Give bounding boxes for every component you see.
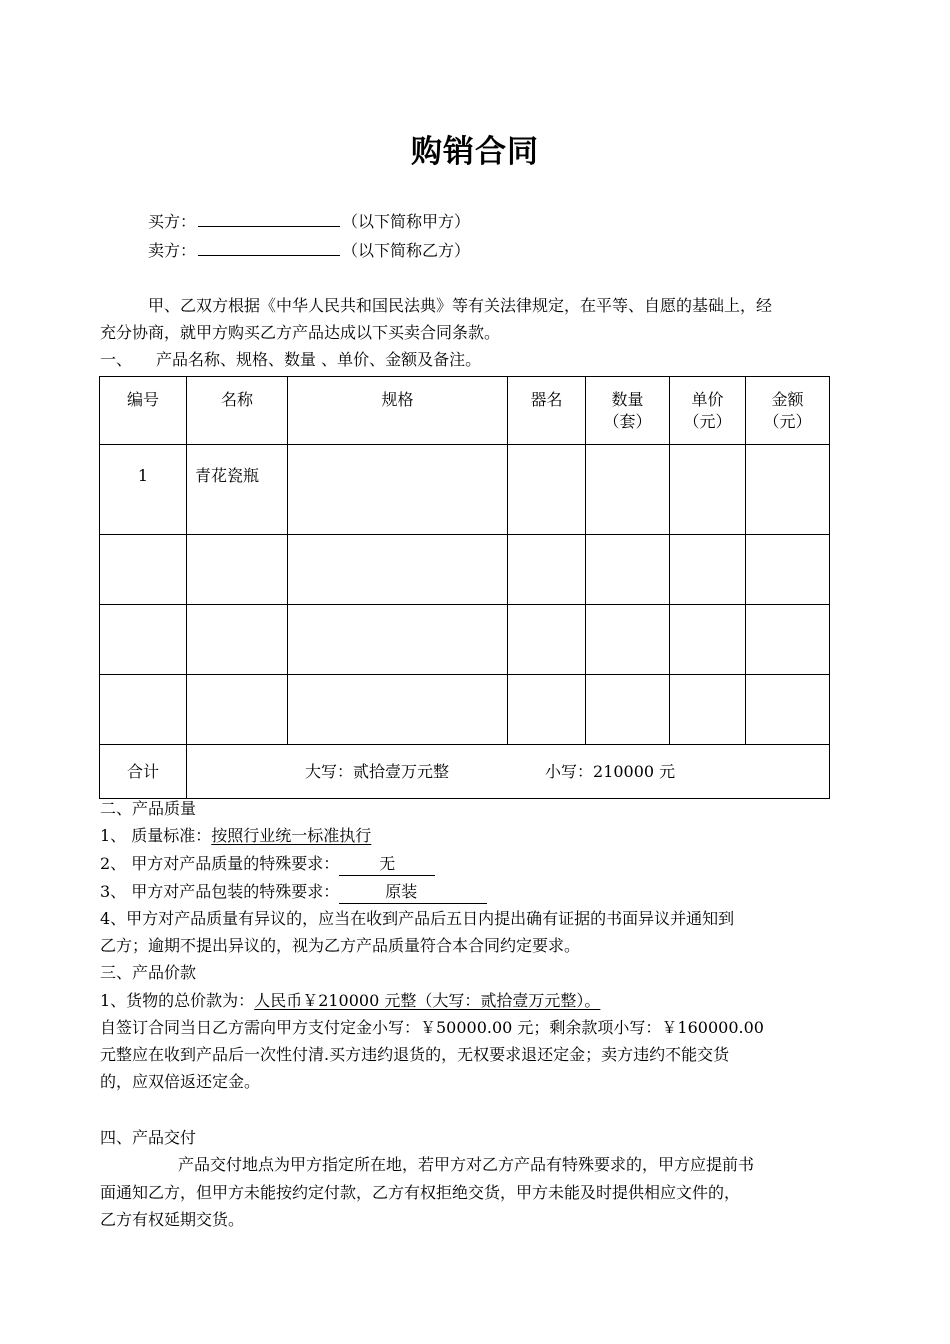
seller-label: 卖方： — [148, 241, 197, 260]
cell-no — [100, 675, 187, 745]
table-total-row — [100, 745, 830, 799]
seller-blank[interactable] — [198, 239, 340, 256]
section-2-item-4-line-1: 4、甲方对产品质量有异议的，应当在收到产品后五日内提出确有证据的书面异议并通知到 — [100, 909, 735, 928]
cell-no — [100, 605, 187, 675]
section-2-item-2 — [100, 850, 435, 878]
cell-amount — [746, 675, 830, 745]
total-lower: 小写：210000 元 — [545, 761, 676, 781]
cell-price — [670, 675, 746, 745]
intro-line-2: 充分协商，就甲方购买乙方产品达成以下买卖合同条款。 — [100, 323, 501, 342]
header-spec: 规格 — [288, 377, 508, 445]
buyer-label: 买方： — [148, 212, 197, 231]
section-2-item-3 — [100, 878, 487, 906]
cell-name — [187, 605, 288, 675]
section-3-title: 三、产品价款 — [100, 963, 197, 982]
section-1-heading — [100, 346, 481, 374]
cell-amount — [746, 535, 830, 605]
table-header-row — [100, 377, 830, 445]
table-row — [100, 675, 830, 745]
cell-model — [508, 535, 586, 605]
intro-line-1: 甲、乙双方根据《中华人民共和国民法典》等有关法律规定，在平等、自愿的基础上，经 — [148, 296, 773, 315]
header-qty-line1: 数量 — [611, 389, 644, 409]
section-4-line-1: 产品交付地点为甲方指定所在地，若甲方对乙方产品有特殊要求的，甲方应提前书 — [178, 1155, 755, 1174]
product-table — [99, 376, 830, 799]
cell-model — [508, 445, 586, 535]
buyer-note: （以下简称甲方） — [342, 212, 471, 231]
buyer-line — [148, 208, 470, 236]
header-no: 编号 — [100, 377, 187, 445]
header-model: 器名 — [508, 377, 586, 445]
quality-requirement-value: 无 — [339, 853, 435, 876]
section-4-title: 四、产品交付 — [100, 1128, 197, 1147]
cell-amount — [746, 445, 830, 535]
cell-name: 青花瓷瓶 — [187, 445, 288, 535]
quality-requirement-label: 2、 甲方对产品质量的特殊要求： — [100, 854, 340, 873]
packaging-requirement-label: 3、 甲方对产品包装的特殊要求： — [100, 882, 340, 901]
section-2-item-4-line-2: 乙方；逾期不提出异议的，视为乙方产品质量符合本合同约定要求。 — [100, 936, 581, 955]
header-price-line1: 单价 — [691, 389, 724, 409]
cell-spec — [288, 675, 508, 745]
header-amount-line1: 金额 — [771, 389, 804, 409]
cell-spec — [288, 535, 508, 605]
cell-no — [100, 535, 187, 605]
cell-model — [508, 605, 586, 675]
total-price-label: 1、货物的总价款为： — [100, 991, 255, 1010]
table-row — [100, 535, 830, 605]
section-3-para-line-1: 自签订合同当日乙方需向甲方支付定金小写：￥50000.00 元；剩余款项小写：￥160000.00 — [100, 1018, 764, 1037]
packaging-requirement-value — [339, 881, 487, 904]
cell-qty — [586, 605, 670, 675]
cell-price — [670, 535, 746, 605]
header-name: 名称 — [187, 377, 288, 445]
header-price — [670, 377, 746, 445]
cell-no: 1 — [100, 445, 187, 535]
section-2-title: 二、产品质量 — [100, 799, 197, 818]
cell-qty — [586, 675, 670, 745]
cell-price — [670, 605, 746, 675]
section-3-para-line-3: 的，应双倍返还定金。 — [100, 1072, 261, 1091]
total-amount — [187, 745, 830, 799]
quality-standard-value: 按照行业统一标准执行 — [211, 826, 372, 845]
section-3-item-1 — [100, 987, 600, 1015]
cell-spec — [288, 445, 508, 535]
packaging-requirement-text: 原装 — [385, 882, 418, 901]
cell-qty — [586, 535, 670, 605]
section-4-line-2: 面通知乙方，但甲方未能按约定付款，乙方有权拒绝交货，甲方未能及时提供相应文件的， — [100, 1183, 741, 1202]
cell-name — [187, 675, 288, 745]
total-upper: 大写：贰拾壹万元整 — [305, 761, 450, 781]
section-3-para-line-2: 元整应在收到产品后一次性付清.买方违约退货的，无权要求退还定金；卖方违约不能交货 — [100, 1045, 730, 1064]
quality-standard-label: 1、 质量标准： — [100, 826, 212, 845]
table-row — [100, 445, 830, 535]
header-qty — [586, 377, 670, 445]
header-amount — [746, 377, 830, 445]
header-qty-line2: （套） — [603, 411, 652, 431]
seller-note: （以下简称乙方） — [342, 241, 471, 260]
document-title: 购销合同 — [411, 134, 539, 170]
header-amount-line2: （元） — [763, 411, 812, 431]
section-1-title: 产品名称、规格、数量 、单价、金额及备注。 — [156, 350, 482, 369]
cell-amount — [746, 605, 830, 675]
table-row — [100, 605, 830, 675]
header-price-line2: （元） — [683, 411, 732, 431]
total-label: 合计 — [100, 745, 187, 799]
buyer-blank[interactable] — [198, 210, 340, 227]
section-2-item-1 — [100, 822, 371, 850]
cell-price — [670, 445, 746, 535]
cell-model — [508, 675, 586, 745]
section-1-number: 一、 — [100, 350, 133, 369]
cell-qty — [586, 445, 670, 535]
section-4-line-3: 乙方有权延期交货。 — [100, 1210, 245, 1229]
total-price-value: 人民币￥210000 元整（大写：贰拾壹万元整）。 — [254, 991, 601, 1010]
cell-spec — [288, 605, 508, 675]
seller-line — [148, 237, 470, 265]
cell-name — [187, 535, 288, 605]
